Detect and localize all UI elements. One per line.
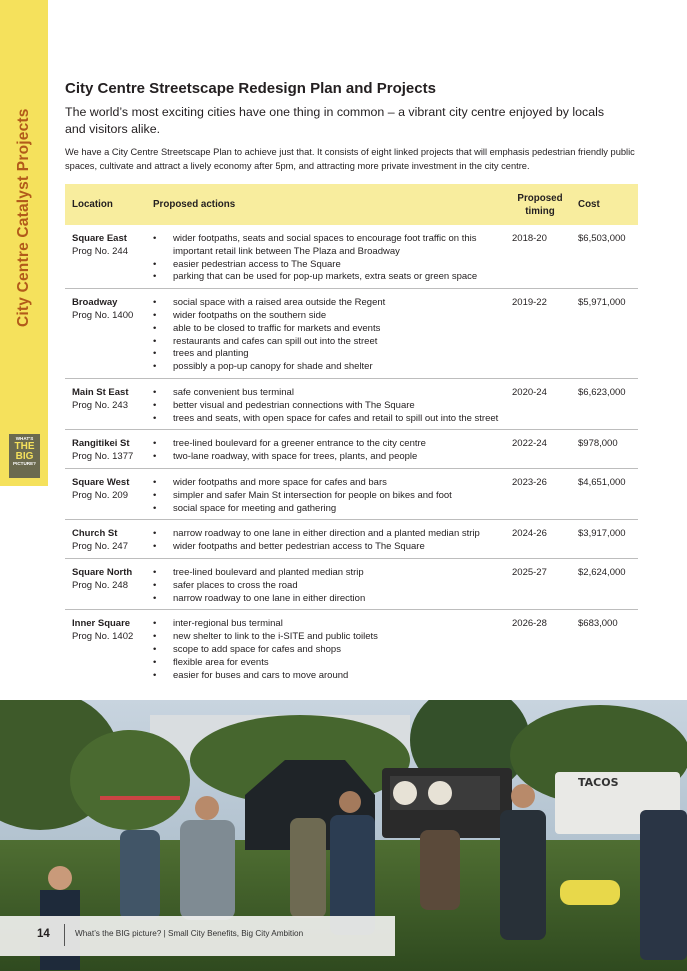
action-item: • wider footpaths and better pedestrian access to The Square [153,541,512,554]
cell-location [65,297,145,374]
actions-list [153,477,512,515]
action-item: • wider footpaths on the southern side [153,310,512,323]
cell-location [65,477,145,515]
cell-timing: 2024-26 [512,528,547,540]
action-item: • two-lane roadway, with space for trees, plants, and people [153,451,512,464]
table-row [65,468,638,519]
cell-cost: $6,623,000 [578,386,626,398]
cell-location [65,233,145,284]
actions-list [153,438,512,464]
cell-cost: $3,917,000 [578,528,626,540]
action-item: • flexible area for events [153,657,512,670]
action-item: • wider footpaths and more space for cafes and bars [153,477,512,490]
action-item: • trees and seats, with open space for cafes and retail to spill out into the street [153,413,512,426]
cell-timing: 2022-24 [512,438,547,450]
action-item: • social space with a raised area outside the Regent [153,297,512,310]
cell-location [65,387,145,425]
programme-number: Prog No. 248 [72,579,128,591]
table-row [65,225,638,288]
lead-paragraph: The world’s most exciting cities have one thing in common – a vibrant city centre enjoyed by locals and visitors alike. [65,105,605,136]
cell-location [65,618,145,682]
table-row [65,558,638,609]
programme-number: Prog No. 209 [72,489,128,501]
cell-timing: 2023-26 [512,476,547,488]
cell-actions [145,618,512,682]
action-item: • able to be closed to traffic for markets and events [153,323,512,336]
header-cost: Cost [578,199,600,210]
action-item: • simpler and safer Main St intersection for people on bikes and foot [153,490,512,503]
cell-timing: 2018-20 [512,233,547,244]
location-name: Square North [72,566,133,578]
actions-list [153,233,512,284]
location-name: Square East [72,233,127,244]
big-picture-logo [9,434,40,478]
cell-timing: 2020-24 [512,386,547,398]
header-timing: Proposed timing [517,192,563,217]
cell-actions [145,438,512,464]
actions-list [153,387,512,425]
action-item: • wider footpaths, seats and social spaces to encourage foot traffic on this important retail link between The Plaza and Broadway [153,233,512,259]
logo-line: THE [14,440,35,452]
action-item: • possibly a pop-up canopy for shade and shelter [153,361,512,374]
footer-divider [64,924,65,946]
cell-actions [145,233,512,284]
table-row [65,288,638,378]
action-item: • social space for meeting and gathering [153,503,512,516]
location-name: Square West [72,476,130,488]
actions-list [153,528,512,554]
table-row [65,378,638,429]
logo-line: PICTURE? [13,460,36,466]
location-name: Broadway [72,297,118,309]
projects-table [65,184,638,686]
location-name: Main St East [72,386,129,398]
programme-number: Prog No. 247 [72,541,128,553]
logo-line: BIG [15,450,34,462]
cell-cost: $978,000 [578,438,618,450]
cell-actions [145,477,512,515]
cell-timing: 2025-27 [512,566,547,578]
action-item: • narrow roadway to one lane in either direction and a planted median strip [153,528,512,541]
cell-actions [145,387,512,425]
cell-timing: 2026-28 [512,618,547,630]
logo-line: WHAT'S [15,436,34,441]
cell-location [65,528,145,554]
programme-number: Prog No. 244 [72,245,128,257]
header-location: Location [72,199,113,210]
cell-cost: $683,000 [578,618,618,630]
cell-actions [145,528,512,554]
location-name: Church St [72,528,118,540]
action-item: • trees and planting [153,348,512,361]
action-item: • restaurants and cafes can spill out into the street [153,336,512,349]
action-item: • better visual and pedestrian connections with The Square [153,400,512,413]
table-row [65,519,638,558]
programme-number: Prog No. 1377 [72,451,134,463]
cell-cost: $6,503,000 [578,233,626,244]
action-item: • narrow roadway to one lane in either direction [153,593,512,606]
intro-paragraph: We have a City Centre Streetscape Plan to achieve just that. It consists of eight linked projects that will emphasis pedestrian friendly public spaces, cultivate and attract a lively economy after 5pm, and attracting more private investment in the city centre. [65,147,635,171]
table-body [65,225,638,686]
action-item: • parking that can be used for pop-up markets, extra seats or green space [153,271,512,284]
actions-list [153,618,512,682]
page-heading: City Centre Streetscape Redesign Plan and Projects [65,80,436,97]
cell-actions [145,297,512,374]
action-item: • easier pedestrian access to The Square [153,259,512,272]
action-item: • inter-regional bus terminal [153,618,512,631]
programme-number: Prog No. 1402 [72,631,134,643]
programme-number: Prog No. 1400 [72,309,134,321]
page-number: 14 [37,928,50,940]
actions-list [153,567,512,605]
sidebar [0,0,48,486]
cell-location [65,567,145,605]
page-footer [0,916,395,956]
table-header [65,184,638,225]
action-item: • easier for buses and cars to move around [153,670,512,683]
action-item: • safe convenient bus terminal [153,387,512,400]
cell-timing: 2019-22 [512,297,547,309]
location-name: Rangitikei St [72,438,130,450]
cell-cost: $5,971,000 [578,297,626,309]
cell-cost: $4,651,000 [578,476,626,488]
cell-location [65,438,145,464]
action-item: • safer places to cross the road [153,580,512,593]
cell-actions [145,567,512,605]
header-actions: Proposed actions [153,199,236,210]
action-item: • scope to add space for cafes and shops [153,644,512,657]
footer-text: What’s the BIG picture? | Small City Benefits, Big City Ambition [75,929,304,938]
actions-list [153,297,512,374]
programme-number: Prog No. 243 [72,399,128,411]
truck-sign: TACOS [578,776,619,789]
cell-cost: $2,624,000 [578,566,626,578]
action-item: • new shelter to link to the i-SITE and public toilets [153,631,512,644]
table-row [65,429,638,468]
location-name: Inner Square [72,618,131,630]
table-row [65,609,638,686]
action-item: • tree-lined boulevard and planted median strip [153,567,512,580]
action-item: • tree-lined boulevard for a greener entrance to the city centre [153,438,512,451]
section-title: City Centre Catalyst Projects [15,108,32,328]
